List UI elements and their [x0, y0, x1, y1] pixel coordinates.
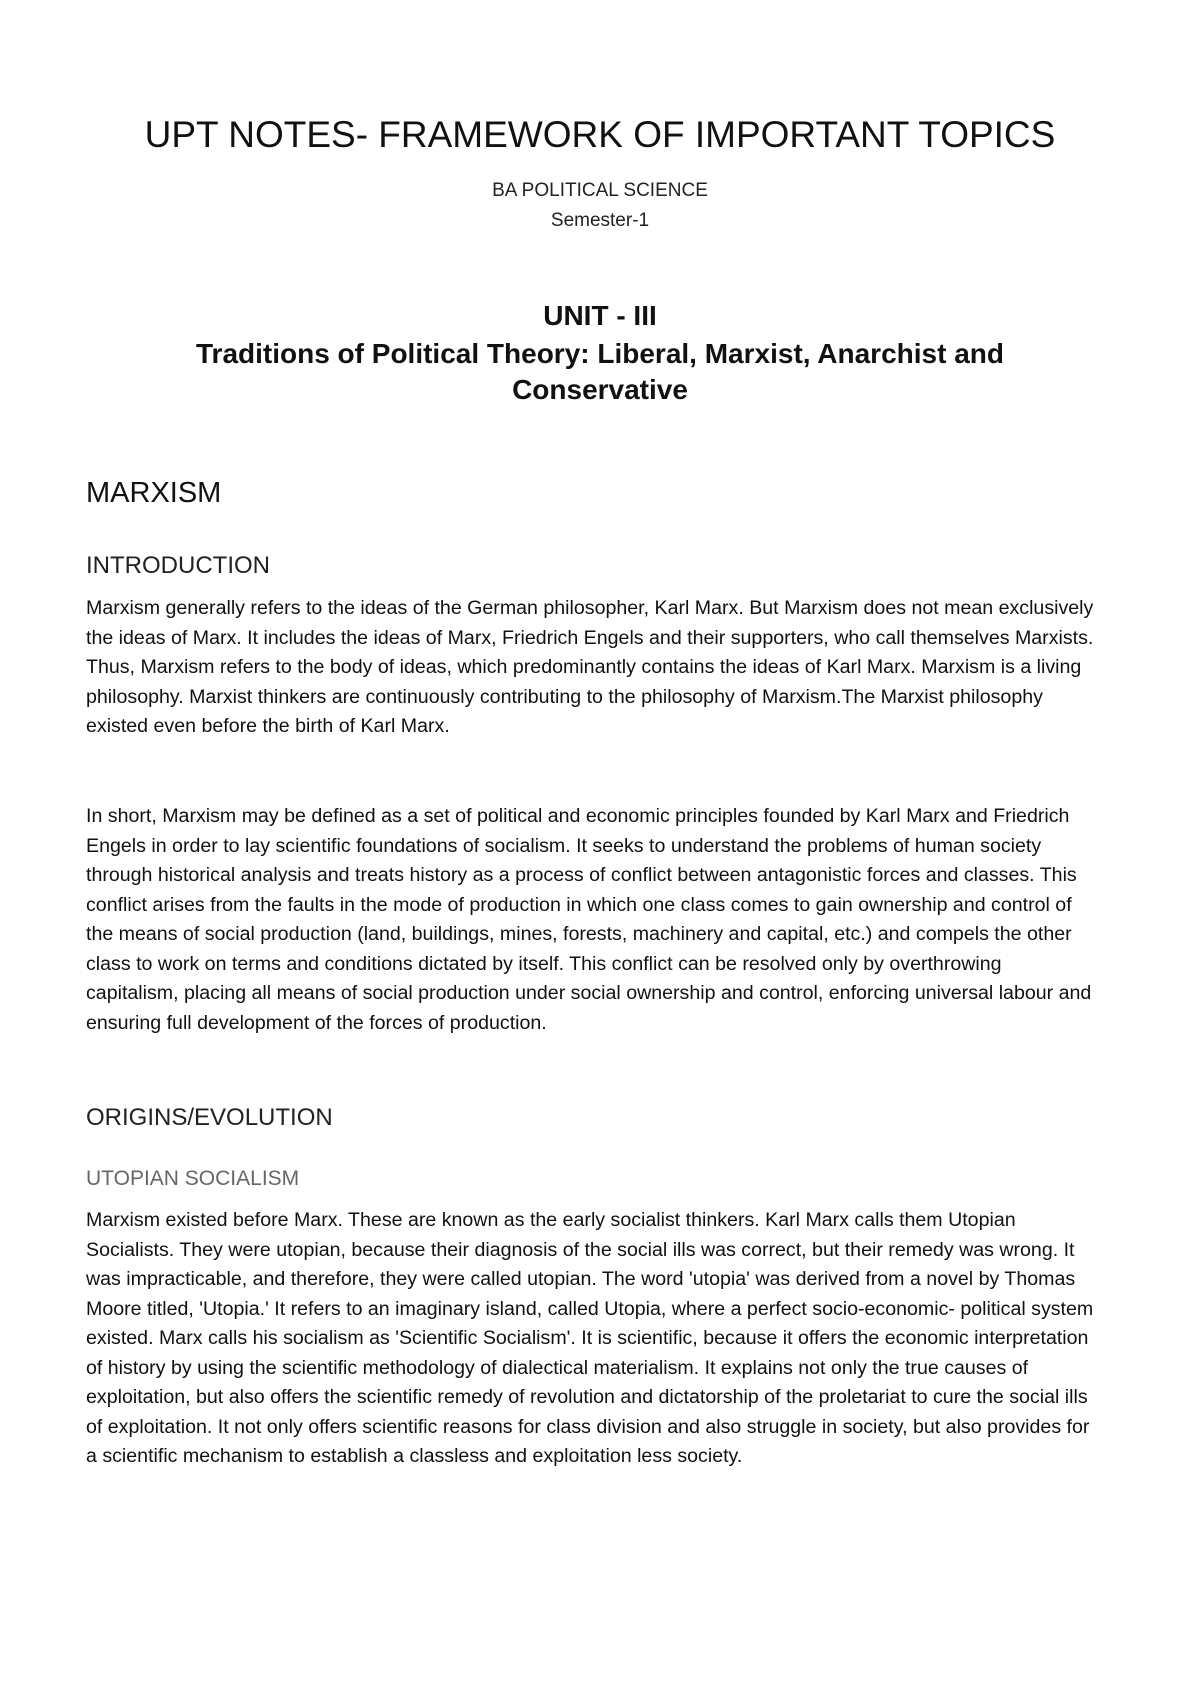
section-heading-origins: ORIGINS/EVOLUTION — [86, 1104, 333, 1131]
introduction-paragraph-1: Marxism generally refers to the ideas of the German philosopher, Karl Marx. But Marxism does not mean exclusively the ideas of Marx. It includes the ideas of Marx, Friedrich Engels and their supporters, who call themselves Marxists. Thus, Marxism refers to the body of ideas, which predominantly contains the ideas of Karl Marx. Marxism is a living philosophy. Marxist thinkers are continuously contributing to the philosophy of Marxism.The Marxist philosophy existed even before the birth of Karl Marx. — [86, 597, 1094, 737]
utopian-socialism-paragraph: Marxism existed before Marx. These are known as the early socialist thinkers. Karl Marx calls them Utopian Socialists. They were utopian, because their diagnosis of the social ills was correct, but their remedy was wrong. It was impracticable, and therefore, they were called utopian. The word 'utopia' was derived from a novel by Thomas Moore titled, 'Utopia.' It refers to an imaginary island, called Utopia, where a perfect socio-economic- political system existed. Marx calls his socialism as 'Scientific Socialism'. It is scientific, because it offers the economic interpretation of history by using the scientific methodology of dialectical materialism. It explains not only the true causes of exploitation, but also offers the scientific remedy of revolution and dictatorship of the proletariat to cure the social ills of exploitation. It not only offers scientific reasons for class division and also struggle in society, but also provides for a scientific mechanism to establish a classless and exploitation less society. — [86, 1209, 1094, 1467]
unit-title: Traditions of Political Theory: Liberal, Marxist, Anarchist and Conservative — [195, 338, 1004, 405]
subheading-utopian-socialism: UTOPIAN SOCIALISM — [86, 1167, 300, 1190]
section-heading-marxism: MARXISM — [86, 477, 222, 509]
course-name: BA POLITICAL SCIENCE — [492, 180, 708, 201]
introduction-paragraph-2: In short, Marxism may be defined as a set of political and economic principles founded by Karl Marx and Friedrich Engels in order to lay scientific foundations of socialism. It seeks to understand the problems of human society through historical analysis and treats history as a process of conflict between antagonistic forces and classes. This conflict arises from the faults in the mode of production in which one class comes to gain ownership and control of the means of social production (land, buildings, mines, forests, machinery and capital, etc.) and compels the other class to work on terms and conditions dictated by itself. This conflict can be resolved only by overthrowing capitalism, placing all means of social production under social ownership and control, enforcing universal labour and ensuring full development of the forces of production. — [86, 805, 1092, 1034]
semester-label: Semester-1 — [550, 210, 650, 231]
document-title: UPT NOTES- FRAMEWORK OF IMPORTANT TOPICS — [144, 114, 1056, 155]
section-heading-introduction: INTRODUCTION — [86, 552, 270, 579]
unit-label: UNIT - III — [543, 300, 657, 331]
